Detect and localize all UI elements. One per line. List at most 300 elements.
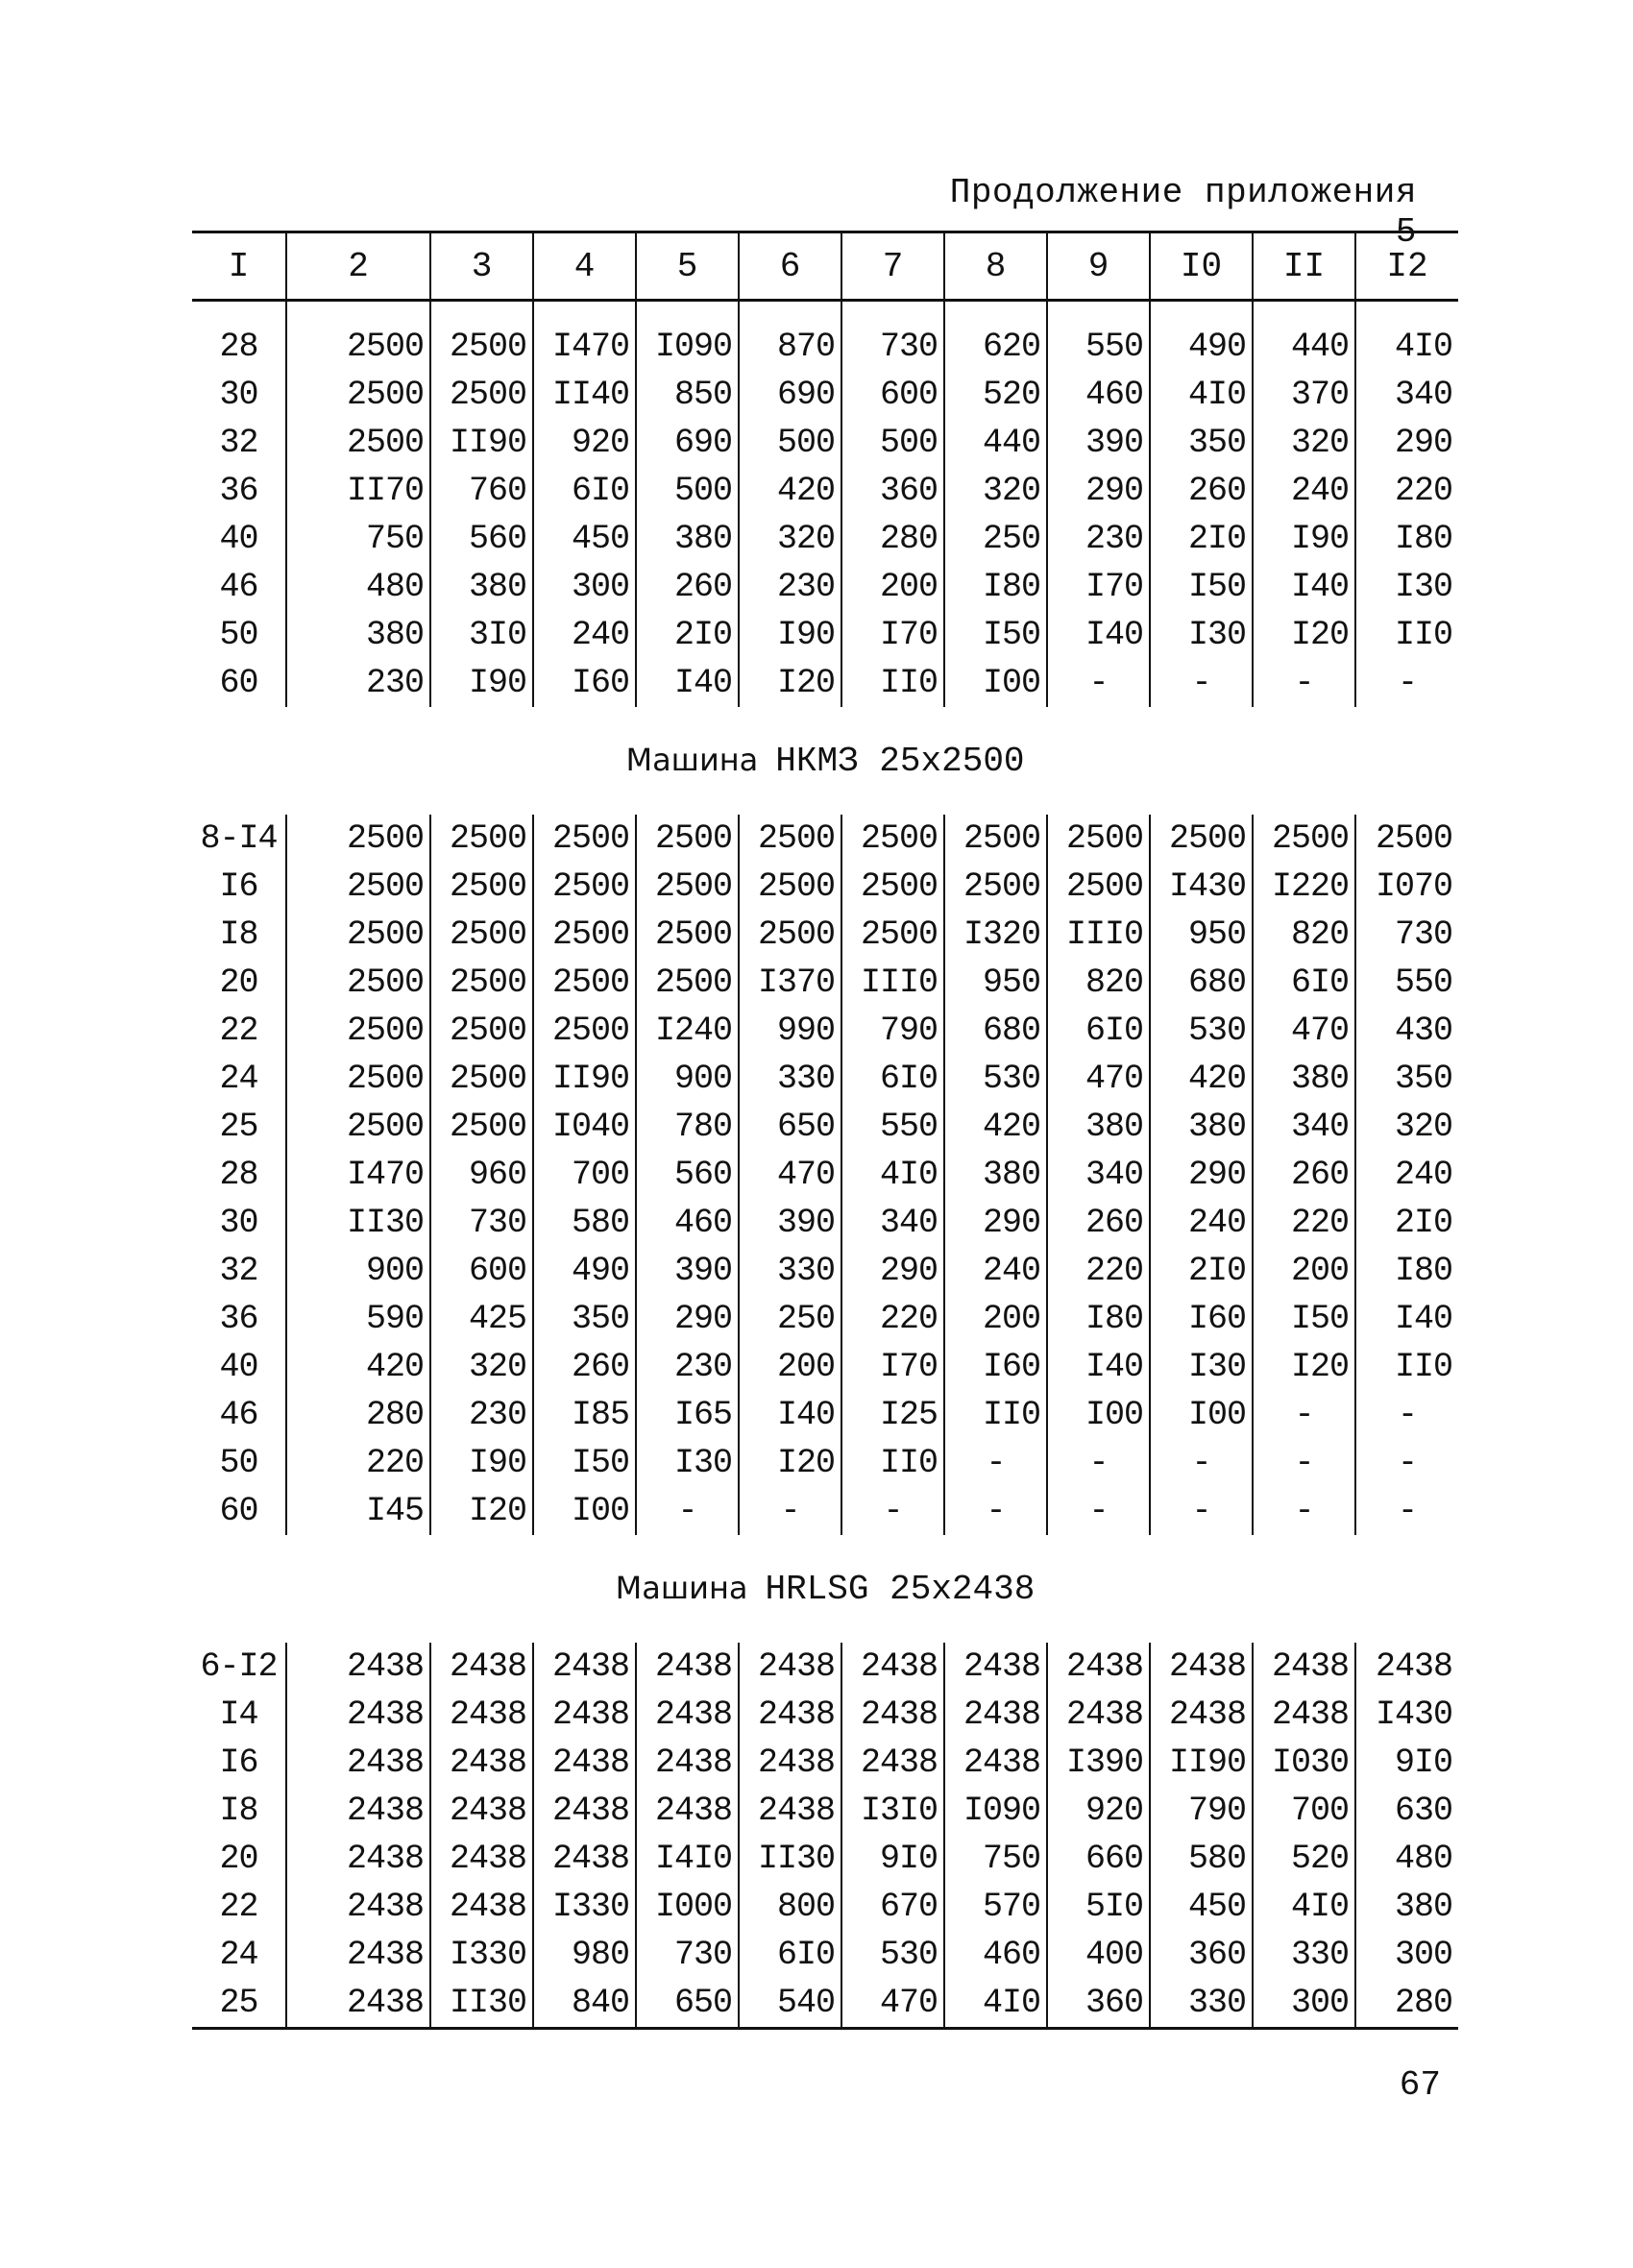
value-cell: 320 [739, 515, 841, 563]
value-cell: I40 [739, 1391, 841, 1439]
value-cell: 2500 [1047, 863, 1150, 911]
value-cell: 9I0 [841, 1835, 944, 1883]
value-cell: 980 [533, 1931, 636, 1979]
value-cell: 2438 [1150, 1643, 1253, 1691]
row-label-cell: I6 [219, 1744, 258, 1782]
table-row [192, 1931, 1458, 1979]
value-cell: 380 [286, 611, 430, 659]
value-cell: 2500 [430, 959, 533, 1007]
value-cell: I090 [636, 323, 739, 371]
value-cell: 2500 [944, 863, 1047, 911]
value-cell: - [944, 1487, 1047, 1535]
section-title-word: Машина [625, 741, 759, 778]
value-cell: 920 [1047, 1787, 1150, 1835]
value-cell: 3I0 [430, 611, 533, 659]
value-cell: 230 [286, 659, 430, 707]
section-title-row [192, 1535, 1458, 1643]
value-cell: 2438 [636, 1691, 739, 1739]
value-cell: 490 [1150, 323, 1253, 371]
value-cell: 330 [1150, 1979, 1253, 2029]
value-cell: 380 [1047, 1103, 1150, 1151]
row-label-cell: 28 [219, 328, 258, 366]
value-cell: 550 [1047, 323, 1150, 371]
value-cell: - [944, 1439, 1047, 1487]
table-row [192, 815, 1458, 863]
value-cell: 340 [841, 1199, 944, 1247]
value-cell: 2500 [533, 863, 636, 911]
value-cell: I50 [1150, 563, 1253, 611]
table-row [192, 1007, 1458, 1055]
value-cell: 230 [1047, 515, 1150, 563]
value-cell: 470 [739, 1151, 841, 1199]
value-cell: 2438 [533, 1787, 636, 1835]
value-cell: 300 [533, 563, 636, 611]
value-cell: 570 [944, 1883, 1047, 1931]
value-cell: 2500 [841, 863, 944, 911]
spacer-cell [430, 301, 533, 324]
value-cell: 220 [1253, 1199, 1355, 1247]
value-cell: 2500 [286, 1055, 430, 1103]
value-cell: 480 [1355, 1835, 1458, 1883]
value-cell: I25 [841, 1391, 944, 1439]
value-cell: I30 [1150, 611, 1253, 659]
value-cell: 330 [739, 1247, 841, 1295]
value-cell: 660 [1047, 1835, 1150, 1883]
value-cell: 5I0 [1047, 1883, 1150, 1931]
value-cell: 630 [1355, 1787, 1458, 1835]
value-cell: 2438 [944, 1691, 1047, 1739]
value-cell: 240 [1150, 1199, 1253, 1247]
spacer-row [192, 301, 1458, 324]
spacer-cell [1253, 301, 1355, 324]
value-cell: I4I0 [636, 1835, 739, 1883]
value-cell: 2500 [841, 911, 944, 959]
value-cell: 560 [636, 1151, 739, 1199]
value-cell: 670 [841, 1883, 944, 1931]
value-cell: 480 [286, 563, 430, 611]
value-cell: - [1253, 1439, 1355, 1487]
value-cell: I20 [1253, 1343, 1355, 1391]
value-cell: 4I0 [944, 1979, 1047, 2029]
value-cell: I90 [1253, 515, 1355, 563]
value-cell: 4I0 [1150, 371, 1253, 419]
section-title-row [192, 707, 1458, 815]
value-cell: 290 [1150, 1151, 1253, 1199]
table-row [192, 371, 1458, 419]
section-title-model: НКМЗ 25х2500 [775, 741, 1025, 781]
value-cell: 2500 [1253, 815, 1355, 863]
value-cell: 420 [286, 1343, 430, 1391]
table-row [192, 1691, 1458, 1739]
value-cell: 590 [286, 1295, 430, 1343]
table-row [192, 515, 1458, 563]
value-cell: 2438 [533, 1835, 636, 1883]
column-header-10: I0 [1150, 232, 1253, 301]
value-cell: 350 [1150, 419, 1253, 467]
value-cell: I30 [1150, 1343, 1253, 1391]
value-cell: 6I0 [739, 1931, 841, 1979]
value-cell: 360 [1150, 1931, 1253, 1979]
data-table [192, 231, 1458, 2030]
value-cell: III0 [841, 959, 944, 1007]
row-label-cell: 28 [219, 1156, 258, 1194]
value-cell: II0 [841, 1439, 944, 1487]
value-cell: I090 [944, 1787, 1047, 1835]
table-header-row [192, 232, 1458, 301]
value-cell: II40 [533, 371, 636, 419]
value-cell: 750 [944, 1835, 1047, 1883]
value-cell: 440 [944, 419, 1047, 467]
value-cell: 2438 [739, 1739, 841, 1787]
page-header: Продолжение приложения 5 [949, 173, 1417, 252]
value-cell: 530 [841, 1931, 944, 1979]
value-cell: I40 [1047, 611, 1150, 659]
table-row [192, 1835, 1458, 1883]
value-cell: 320 [430, 1343, 533, 1391]
value-cell: 2500 [286, 371, 430, 419]
value-cell: 2438 [636, 1739, 739, 1787]
value-cell: 850 [636, 371, 739, 419]
value-cell: I20 [739, 1439, 841, 1487]
row-label-cell: 6-I2 [200, 1647, 278, 1686]
value-cell: 230 [430, 1391, 533, 1439]
value-cell: 620 [944, 323, 1047, 371]
value-cell: 950 [1150, 911, 1253, 959]
value-cell: 290 [1355, 419, 1458, 467]
row-label-cell: 25 [219, 1984, 258, 2022]
value-cell: 760 [430, 467, 533, 515]
value-cell: 230 [636, 1343, 739, 1391]
row-label-cell: 24 [219, 1060, 258, 1098]
column-header-9: 9 [1047, 232, 1150, 301]
row-label-cell: I4 [219, 1695, 258, 1734]
value-cell: 2I0 [1355, 1199, 1458, 1247]
value-cell: 2500 [636, 911, 739, 959]
value-cell: 2438 [286, 1739, 430, 1787]
value-cell: 700 [1253, 1787, 1355, 1835]
spacer-cell [1355, 301, 1458, 324]
value-cell: 2438 [430, 1691, 533, 1739]
value-cell: 420 [739, 467, 841, 515]
value-cell: I70 [1047, 563, 1150, 611]
value-cell: 2438 [430, 1787, 533, 1835]
spacer-cell [636, 301, 739, 324]
table-row [192, 863, 1458, 911]
value-cell: 780 [636, 1103, 739, 1151]
value-cell: I40 [1253, 563, 1355, 611]
value-cell: 220 [1355, 467, 1458, 515]
column-header-1: I [192, 232, 286, 301]
table-row [192, 659, 1458, 707]
value-cell: 220 [841, 1295, 944, 1343]
value-cell: I70 [841, 1343, 944, 1391]
value-cell: I00 [944, 659, 1047, 707]
column-header-6: 6 [739, 232, 841, 301]
value-cell: I070 [1355, 863, 1458, 911]
value-cell: 425 [430, 1295, 533, 1343]
column-header-8: 8 [944, 232, 1047, 301]
value-cell: 200 [944, 1295, 1047, 1343]
table-row [192, 1343, 1458, 1391]
value-cell: 2500 [286, 959, 430, 1007]
value-cell: 500 [636, 467, 739, 515]
section-title-model: HRLSG 25x2438 [765, 1569, 1036, 1609]
value-cell: 2500 [286, 323, 430, 371]
row-label-cell: 46 [219, 1396, 258, 1434]
value-cell: 6I0 [1253, 959, 1355, 1007]
value-cell: 2438 [533, 1691, 636, 1739]
value-cell: 2438 [636, 1643, 739, 1691]
table-row [192, 1883, 1458, 1931]
value-cell: II90 [1150, 1739, 1253, 1787]
value-cell: I20 [430, 1487, 533, 1535]
value-cell: 2I0 [1150, 1247, 1253, 1295]
table-row [192, 1787, 1458, 1835]
value-cell: II30 [739, 1835, 841, 1883]
value-cell: 540 [739, 1979, 841, 2029]
value-cell: 350 [1355, 1055, 1458, 1103]
value-cell: II0 [1355, 1343, 1458, 1391]
value-cell: I60 [1150, 1295, 1253, 1343]
value-cell: 2438 [1150, 1691, 1253, 1739]
value-cell: 2438 [286, 1643, 430, 1691]
value-cell: I90 [430, 1439, 533, 1487]
value-cell: 380 [1150, 1103, 1253, 1151]
value-cell: 300 [1253, 1979, 1355, 2029]
value-cell: 2438 [739, 1643, 841, 1691]
value-cell: 360 [1047, 1979, 1150, 2029]
value-cell: I20 [1253, 611, 1355, 659]
table-row [192, 323, 1458, 371]
value-cell: 360 [841, 467, 944, 515]
value-cell: - [1355, 659, 1458, 707]
value-cell: 790 [1150, 1787, 1253, 1835]
value-cell: 2500 [430, 815, 533, 863]
value-cell: 350 [533, 1295, 636, 1343]
value-cell: 2500 [286, 1103, 430, 1151]
row-label-cell: 20 [219, 963, 258, 1002]
column-header-4: 4 [533, 232, 636, 301]
value-cell: 2438 [286, 1931, 430, 1979]
value-cell: 320 [944, 467, 1047, 515]
value-cell: I030 [1253, 1739, 1355, 1787]
row-label-cell: 32 [219, 1252, 258, 1290]
value-cell: 550 [841, 1103, 944, 1151]
row-label-cell: 36 [219, 1300, 258, 1338]
value-cell: - [1150, 659, 1253, 707]
value-cell: 330 [1253, 1931, 1355, 1979]
value-cell: 820 [1047, 959, 1150, 1007]
value-cell: 2438 [1047, 1691, 1150, 1739]
value-cell: I40 [1355, 1295, 1458, 1343]
value-cell: 250 [739, 1295, 841, 1343]
row-label-cell: 60 [219, 664, 258, 702]
value-cell: 6I0 [841, 1055, 944, 1103]
table-body [192, 301, 1458, 2029]
value-cell: 450 [533, 515, 636, 563]
value-cell: - [1355, 1439, 1458, 1487]
table-row [192, 1055, 1458, 1103]
value-cell: 2438 [430, 1739, 533, 1787]
value-cell: I470 [533, 323, 636, 371]
value-cell: 9I0 [1355, 1739, 1458, 1787]
column-header-5: 5 [636, 232, 739, 301]
value-cell: 960 [430, 1151, 533, 1199]
row-label-cell: I6 [219, 867, 258, 906]
row-label-cell: 40 [219, 520, 258, 558]
value-cell: 440 [1253, 323, 1355, 371]
value-cell: 2438 [533, 1643, 636, 1691]
value-cell: 330 [739, 1055, 841, 1103]
value-cell: 380 [944, 1151, 1047, 1199]
value-cell: 2500 [286, 911, 430, 959]
table-row [192, 1439, 1458, 1487]
value-cell: 200 [841, 563, 944, 611]
value-cell: 2500 [533, 815, 636, 863]
value-cell: 650 [739, 1103, 841, 1151]
value-cell: 4I0 [1355, 323, 1458, 371]
spacer-cell [739, 301, 841, 324]
value-cell: 2500 [1150, 815, 1253, 863]
value-cell: 430 [1355, 1007, 1458, 1055]
value-cell: I330 [533, 1883, 636, 1931]
value-cell: I3I0 [841, 1787, 944, 1835]
value-cell: 730 [430, 1199, 533, 1247]
value-cell: II90 [533, 1055, 636, 1103]
value-cell: 500 [841, 419, 944, 467]
row-label-cell: 25 [219, 1108, 258, 1146]
value-cell: 2438 [286, 1835, 430, 1883]
value-cell: 290 [944, 1199, 1047, 1247]
spacer-cell [841, 301, 944, 324]
value-cell: 2438 [430, 1643, 533, 1691]
value-cell: I430 [1355, 1691, 1458, 1739]
value-cell: 750 [286, 515, 430, 563]
value-cell: 230 [739, 563, 841, 611]
value-cell: 200 [1253, 1247, 1355, 1295]
value-cell: 260 [1150, 467, 1253, 515]
value-cell: II0 [944, 1391, 1047, 1439]
value-cell: I320 [944, 911, 1047, 959]
value-cell: 2438 [841, 1643, 944, 1691]
value-cell: I470 [286, 1151, 430, 1199]
spacer-cell [286, 301, 430, 324]
value-cell: 870 [739, 323, 841, 371]
value-cell: 300 [1355, 1931, 1458, 1979]
value-cell: 700 [533, 1151, 636, 1199]
value-cell: 2500 [636, 815, 739, 863]
value-cell: - [636, 1487, 739, 1535]
value-cell: I30 [1355, 563, 1458, 611]
value-cell: I00 [1047, 1391, 1150, 1439]
value-cell: 2500 [533, 959, 636, 1007]
value-cell: I50 [1253, 1295, 1355, 1343]
table-row [192, 1643, 1458, 1691]
row-label-cell: 30 [219, 1204, 258, 1242]
section-title [192, 707, 1458, 815]
value-cell: 2500 [636, 959, 739, 1007]
value-cell: 290 [1047, 467, 1150, 515]
value-cell: I390 [1047, 1739, 1150, 1787]
value-cell: 900 [286, 1247, 430, 1295]
value-cell: 900 [636, 1055, 739, 1103]
value-cell: - [1253, 1391, 1355, 1439]
value-cell: - [1047, 659, 1150, 707]
value-cell: 520 [944, 371, 1047, 419]
value-cell: 6I0 [533, 467, 636, 515]
value-cell: I50 [944, 611, 1047, 659]
table-row [192, 1151, 1458, 1199]
value-cell: 2438 [533, 1739, 636, 1787]
column-header-11: II [1253, 232, 1355, 301]
value-cell: 280 [286, 1391, 430, 1439]
value-cell: 600 [430, 1247, 533, 1295]
value-cell: 2438 [286, 1883, 430, 1931]
value-cell: 260 [1253, 1151, 1355, 1199]
row-label-cell: 20 [219, 1840, 258, 1878]
value-cell: 2500 [739, 815, 841, 863]
value-cell: I50 [533, 1439, 636, 1487]
value-cell: 290 [636, 1295, 739, 1343]
row-label-cell: 36 [219, 472, 258, 510]
value-cell: I00 [533, 1487, 636, 1535]
section-title [192, 1535, 1458, 1643]
value-cell: 220 [1047, 1247, 1150, 1295]
row-label-cell: 46 [219, 568, 258, 606]
value-cell: 240 [533, 611, 636, 659]
value-cell: 320 [1355, 1103, 1458, 1151]
value-cell: I20 [739, 659, 841, 707]
row-label-cell: 30 [219, 376, 258, 414]
value-cell: 390 [739, 1199, 841, 1247]
spacer-cell [1150, 301, 1253, 324]
value-cell: I90 [430, 659, 533, 707]
value-cell: II30 [286, 1199, 430, 1247]
value-cell: 240 [944, 1247, 1047, 1295]
value-cell: I80 [944, 563, 1047, 611]
table-row [192, 467, 1458, 515]
table-row [192, 1487, 1458, 1535]
value-cell: 2438 [739, 1787, 841, 1835]
value-cell: 560 [430, 515, 533, 563]
value-cell: 2500 [430, 371, 533, 419]
value-cell: 530 [1150, 1007, 1253, 1055]
value-cell: 340 [1253, 1103, 1355, 1151]
value-cell: I220 [1253, 863, 1355, 911]
value-cell: 2438 [1253, 1691, 1355, 1739]
value-cell: I65 [636, 1391, 739, 1439]
value-cell: 2438 [944, 1739, 1047, 1787]
value-cell: 2500 [286, 815, 430, 863]
row-label-cell: 22 [219, 1888, 258, 1926]
value-cell: I80 [1047, 1295, 1150, 1343]
row-label-cell: 60 [219, 1492, 258, 1530]
value-cell: 820 [1253, 911, 1355, 959]
value-cell: - [1150, 1439, 1253, 1487]
value-cell: - [1047, 1487, 1150, 1535]
value-cell: 2500 [636, 863, 739, 911]
value-cell: - [1253, 1487, 1355, 1535]
row-label-cell: 32 [219, 424, 258, 462]
value-cell: 2438 [944, 1643, 1047, 1691]
value-cell: 260 [533, 1343, 636, 1391]
value-cell: 2438 [286, 1979, 430, 2029]
value-cell: 920 [533, 419, 636, 467]
value-cell: 500 [739, 419, 841, 467]
row-label-cell: 22 [219, 1012, 258, 1050]
value-cell: 460 [1047, 371, 1150, 419]
value-cell: - [1355, 1487, 1458, 1535]
